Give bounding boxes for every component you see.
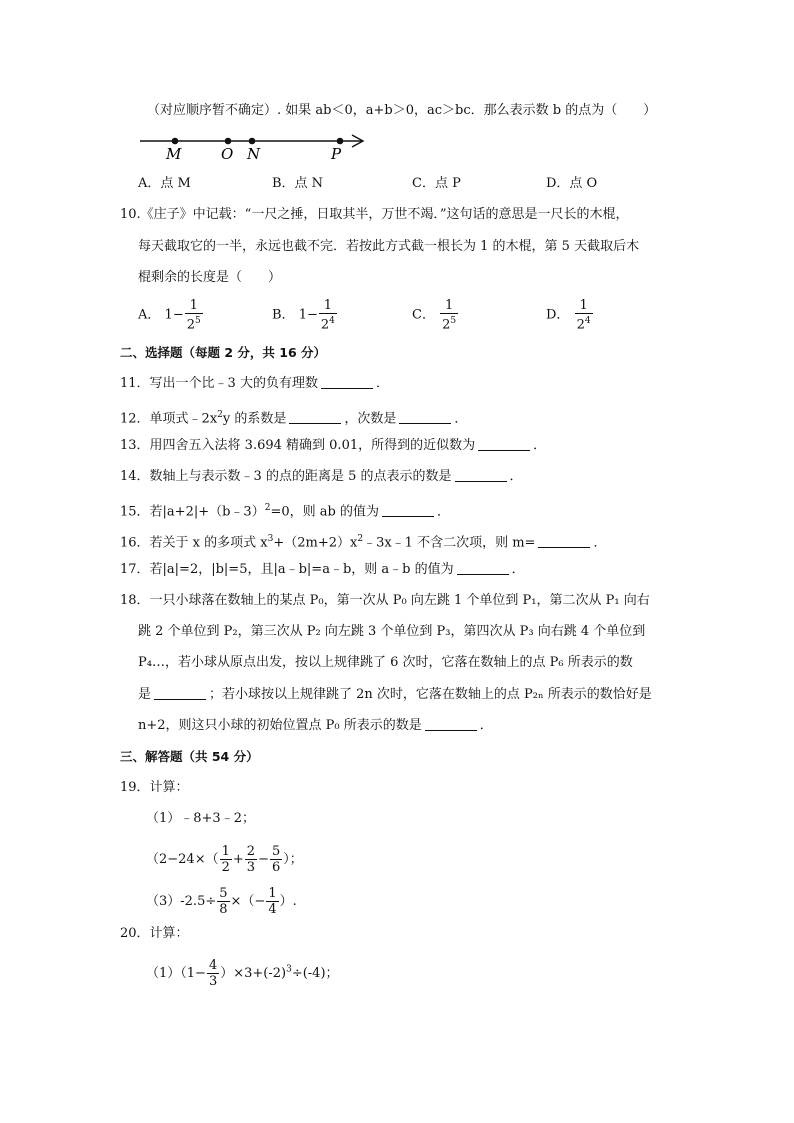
q11: 11．写出一个比﹣3 大的负有理数 ．	[120, 376, 389, 391]
q10-option-b: B． 1− $\frac{1}{2^4}$	[272, 298, 335, 333]
answer-blank	[399, 409, 451, 424]
q9-stem: （对应顺序暂不确定）. 如果 ab＜0，a+b＞0，ac＞bc．那么表示数 b 的点为（ ）	[147, 103, 657, 118]
q10-option-d: D． $\frac{1}{2^4}$	[546, 298, 591, 333]
q9-option-a: A．点 M	[138, 176, 191, 191]
q10-option-a: A． 1− $\frac{1}{2^5}$	[138, 298, 201, 333]
q14: 14．数轴上与表示数﹣3 的点的距离是 5 的点表示的数是 ．	[120, 469, 523, 484]
q18-line4: 是 ；若小球按以上规律跳了 2n 次时，它落在数轴上的点 P₂ₙ 所表示的数恰好是	[138, 687, 652, 702]
section2-title: 二、选择题（每题 2 分，共 16 分）	[120, 345, 327, 360]
q15: 15．若|a+2|+（b﹣3）$^2$=0，则 ab 的值为 ．	[120, 503, 450, 520]
answer-blank	[154, 685, 206, 700]
q9-option-c: C．点 P	[412, 176, 461, 191]
q16: 16．若关于 x 的多项式 $x^3+(2m+2)x^2﹣3x﹣1$ 不含二次项，则 m= ．	[120, 534, 607, 551]
q10-line2: 每天截取它的一半，永远也截不完．若按此方式截一根长为 1 的木棍，第 5 天截取后木	[138, 239, 640, 254]
point-N	[249, 138, 256, 145]
label-P: P	[331, 145, 342, 163]
q20-title: 20．计算：	[120, 926, 189, 941]
answer-blank	[478, 436, 530, 451]
answer-blank	[382, 502, 434, 517]
q9-option-b: B．点 N	[272, 176, 324, 191]
q20-part1: （1）（1− $\frac{4}{3}$ ）$\times 3+(-2)^3\div(-4)$；	[146, 958, 339, 989]
answer-blank	[321, 374, 373, 389]
q12: 12．单项式$﹣2x^2y$ 的系数是 ，次数是 ．	[120, 410, 468, 427]
q19-title: 19．计算：	[120, 780, 189, 795]
answer-blank	[457, 560, 509, 575]
point-O	[225, 138, 232, 145]
q19-part3: （3）-2.5÷ $\frac{5}{8}$ ×（− $\frac{1}{4}$ ）.	[146, 886, 297, 917]
answer-blank	[538, 533, 590, 548]
q10-option-c: C． $\frac{1}{2^5}$	[412, 298, 457, 333]
q13: 13．用四舍五入法将 3.694 精确到 0.01，所得到的近似数为 ．	[120, 438, 547, 453]
q17: 17．若|a|=2，|b|=5，且|a﹣b|=a﹣b，则 a﹣b 的值为 ．	[120, 562, 525, 577]
point-P	[337, 138, 344, 145]
label-O: O	[221, 145, 234, 163]
q18-line3: P₄…，若小球从原点出发，按以上规律跳了 6 次时，它落在数轴上的点 P₆ 所表示的数	[138, 655, 633, 670]
answer-blank	[425, 716, 477, 731]
point-M	[172, 138, 179, 145]
q18-line2: 跳 2 个单位到 P₂，第三次从 P₂ 向左跳 3 个单位到 P₃，第四次从 P₃ 向右跳 4 个单位到	[138, 624, 646, 639]
q10-line3: 棍剩余的长度是（ ）	[138, 270, 282, 285]
number-line-diagram	[138, 130, 378, 166]
label-M: M	[166, 145, 182, 163]
q18-line1: 18．一只小球落在数轴上的某点 P₀，第一次从 P₀ 向左跳 1 个单位到 P₁，第二次从 P₁ 向右	[120, 593, 650, 608]
q9-option-d: D．点 O	[546, 176, 598, 191]
answer-blank	[289, 409, 341, 424]
q10-line1: 10.《庄子》中记载：“一尺之捶，日取其半，万世不竭．”这句话的意思是一尺长的木棍，	[120, 207, 629, 222]
q19-part1: （1）﹣8+3﹣2；	[146, 811, 255, 826]
answer-blank	[455, 467, 507, 482]
q18-line5: n+2，则这只小球的初始位置点 P₀ 所表示的数是 ．	[138, 718, 493, 733]
label-N: N	[247, 145, 261, 163]
section3-title: 三、解答题（共 54 分）	[120, 749, 259, 764]
q19-part2: （2−24×（ $\frac{1}{2}$ + $\frac{2}{3}$ − $\frac{5}{6}$ ）；	[146, 844, 303, 875]
